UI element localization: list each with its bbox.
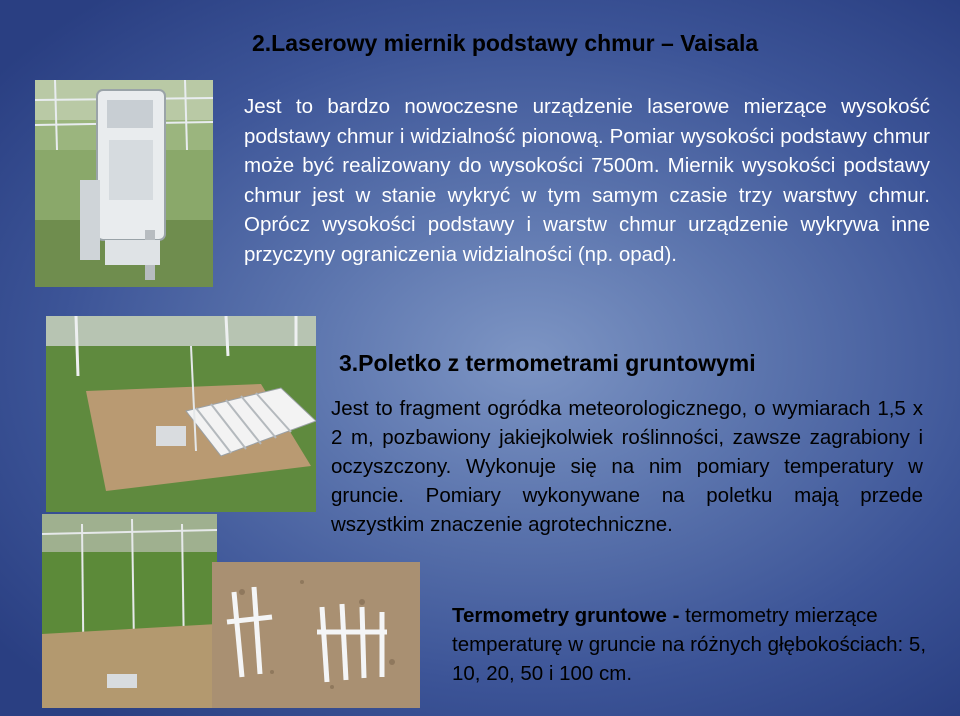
meteorological-garden-photo: [42, 514, 217, 708]
ceilometer-description: Jest to bardzo nowoczesne urządzenie laserowe mierzące wysokość podstawy chmur i widzialność pionową. Pomiar wysokości podstawy chmur może być realizowany do wysokości 7500m. Miernik wysokości podstawy chmur jest w stanie wykryć w tym samym czasie trzy warstwy chmur. Oprócz wysokości podstawy i warstw chmur urządzenie wykrywa inne przyczyny ograniczenia widzialności (np. opad).: [244, 95, 930, 266]
definition-term: Termometry gruntowe -: [452, 604, 680, 627]
soil-plot-description: Jest to fragment ogródka meteorologicznego, o wymiarach 1,5 x 2 m, pozbawiony jakiejkolwiek roślinności, zawsze zagrabiony i oczyszczony. Wykonuje się na nim pomiary temperatury w gruncie. Pomiary wykonywane na poletku mają przede wszystkim znaczenie agrotechniczne.: [331, 397, 923, 536]
definition-text: termometry mierzące temperaturę w gruncie na różnych głębokościach: 5, 10, 20, 50 i 100 cm.: [452, 604, 927, 685]
ceilometer-photo: [35, 80, 213, 287]
section-title-ceilometer: 2.Laserowy miernik podstawy chmur – Vaisala: [252, 30, 759, 56]
soil-plot-photo: [46, 316, 316, 512]
section-title-soil-plot: 3.Poletko z termometrami gruntowymi: [339, 350, 756, 376]
soil-thermometers-definition: [452, 601, 932, 688]
soil-thermometers-photo: [212, 562, 420, 708]
